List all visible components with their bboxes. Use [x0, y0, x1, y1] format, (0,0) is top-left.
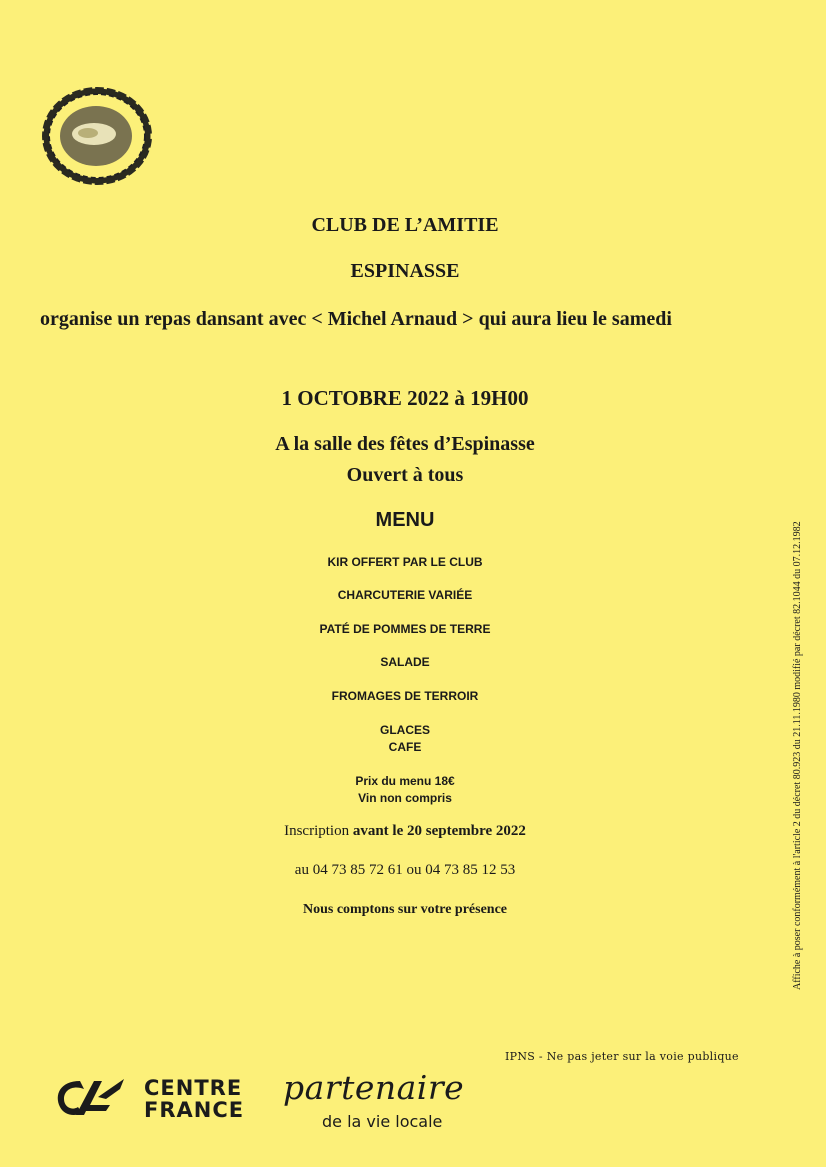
club-emblem-logo: [40, 84, 156, 188]
phone-numbers: au 04 73 85 72 61 ou 04 73 85 12 53: [294, 862, 516, 878]
club-name: CLUB DE L’AMITIE: [311, 214, 499, 236]
menu-item-glaces: GLACES: [379, 723, 430, 737]
menu-item-salade: SALADE: [380, 655, 430, 669]
menu-item-pate: PATÉ DE POMMES DE TERRE: [319, 622, 491, 636]
legal-note: Affiche à poser conformément à l'article 2 du décret 80.923 du 21.11.1980 modifié par décret 82.1044 du 07.12.1982: [792, 521, 803, 990]
town-name: ESPINASSE: [350, 260, 460, 282]
registration-deadline: avant le 20 septembre 2022: [352, 823, 526, 839]
menu-item-cafe: CAFE: [388, 740, 422, 754]
menu-item-charcuterie: CHARCUTERIE VARIÉE: [337, 588, 473, 602]
menu-title: MENU: [375, 509, 435, 531]
event-date: 1 OCTOBRE 2022 à 19H00: [281, 386, 529, 410]
brand-line-1: CENTRE: [144, 1076, 243, 1100]
open-to-all: Ouvert à tous: [346, 464, 464, 486]
menu-item-kir: KIR OFFERT PAR LE CLUB: [327, 555, 483, 569]
menu-item-fromages: FROMAGES DE TERROIR: [331, 689, 479, 703]
partner-script: partenaire: [283, 1068, 465, 1107]
intro-text: organise un repas dansant avec < Michel Arnaud > qui aura lieu le samedi: [40, 308, 672, 330]
registration-line: [0, 823, 810, 840]
centre-france-brand: [144, 1077, 244, 1121]
menu-price: Prix du menu 18€: [355, 774, 455, 788]
registration-label: Inscription: [284, 823, 353, 839]
closing-text: Nous comptons sur votre présence: [302, 902, 508, 917]
brand-line-2: FRANCE: [144, 1098, 245, 1122]
partner-subtitle: de la vie locale: [322, 1112, 443, 1131]
event-venue: A la salle des fêtes d’Espinasse: [275, 433, 535, 455]
credit-agricole-logo: [50, 1075, 126, 1123]
wine-note: Vin non compris: [358, 791, 452, 805]
ipns-notice: IPNS - Ne pas jeter sur la voie publique: [505, 1050, 739, 1063]
